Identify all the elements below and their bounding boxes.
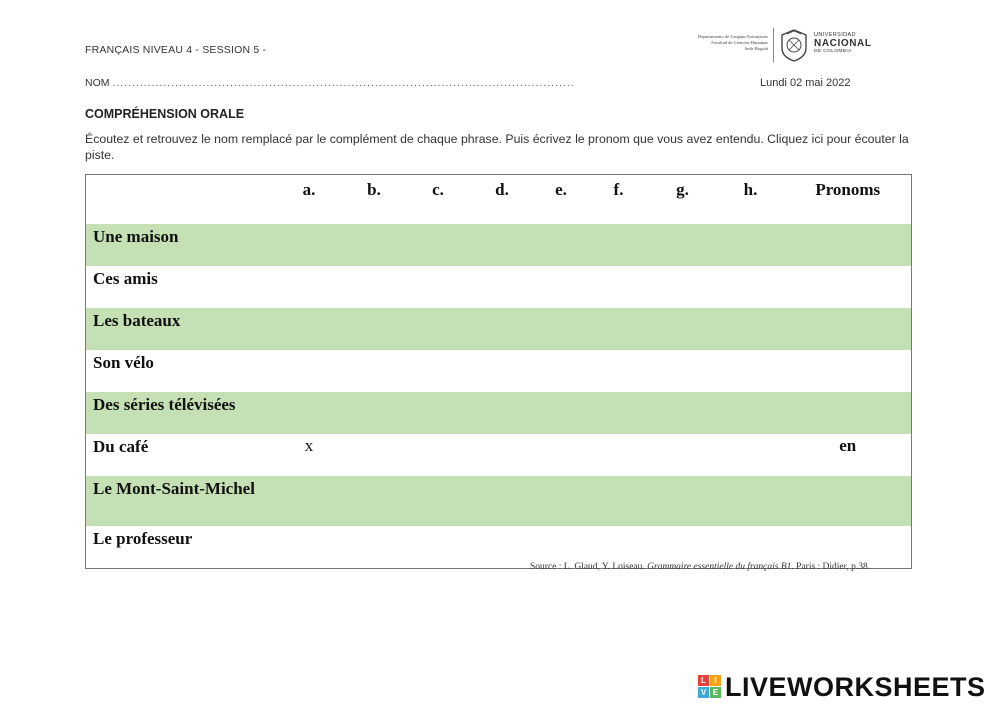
answer-cell[interactable] (276, 476, 343, 526)
answer-cell[interactable] (471, 224, 534, 266)
answer-cell[interactable] (534, 308, 589, 350)
column-header-f: f. (613, 180, 624, 199)
answer-cell[interactable] (343, 308, 406, 350)
column-header-h: h. (743, 180, 758, 199)
answer-cell[interactable] (534, 266, 589, 308)
name-field[interactable] (85, 77, 575, 89)
source-publisher: . Paris : Didier, p.38. (791, 562, 871, 572)
answer-cell[interactable] (534, 392, 589, 434)
source-citation (530, 562, 870, 572)
answer-cell[interactable] (589, 434, 649, 476)
department-line-3: Sede Bogotá (744, 46, 768, 51)
answer-cell[interactable] (717, 224, 785, 266)
answer-cell[interactable] (406, 224, 471, 266)
answer-cell[interactable] (589, 350, 649, 392)
pronoun-cell[interactable] (785, 308, 912, 350)
source-title: Grammaire essentielle du français B1 (647, 562, 792, 572)
university-name-line-2: NACIONAL (814, 38, 872, 49)
instructions[interactable]: Écoutez et retrouvez le nom remplacé par le complément de chaque phrase. Puis écrivez le pronom que vous avez entendu. Cliquez ici pour écouter la piste. (85, 132, 909, 162)
answer-cell[interactable] (589, 224, 649, 266)
logo-block-e: E (710, 687, 721, 698)
answer-cell[interactable] (649, 392, 717, 434)
answer-cell[interactable] (534, 476, 589, 526)
table-row (86, 266, 912, 308)
row-label: Les bateaux (86, 308, 276, 350)
university-logo (640, 26, 872, 66)
row-label: Son vélo (93, 353, 154, 372)
answer-cell[interactable] (649, 266, 717, 308)
answer-cell[interactable] (717, 266, 785, 308)
answer-cell[interactable] (589, 266, 649, 308)
row-label: Une maison (86, 224, 276, 266)
answer-cell[interactable] (276, 308, 343, 350)
pronoun-cell[interactable] (785, 224, 912, 266)
pronoun-cell[interactable]: en (839, 436, 857, 455)
answer-cell[interactable] (471, 350, 534, 392)
logo-block-v: V (698, 687, 709, 698)
table-row (86, 350, 912, 392)
answer-cell[interactable] (471, 526, 534, 569)
department-line-2: Facultad de Ciencias Humanas (711, 40, 768, 45)
liveworksheets-blocks-icon (698, 675, 722, 699)
answer-cell[interactable] (649, 350, 717, 392)
pronoun-cell[interactable] (785, 476, 912, 526)
column-header-g: g. (676, 180, 689, 199)
column-header-e: e. (555, 180, 567, 199)
answer-cell[interactable] (343, 392, 406, 434)
answer-cell[interactable]: x (304, 436, 314, 455)
pronoun-cell[interactable] (785, 392, 912, 434)
exercise-table (85, 174, 912, 569)
header-row (86, 175, 912, 225)
answer-cell[interactable] (276, 224, 343, 266)
answer-cell[interactable] (717, 350, 785, 392)
answer-cell[interactable] (276, 350, 343, 392)
answer-cell[interactable] (717, 476, 785, 526)
column-header-b: b. (367, 180, 381, 199)
name-dots: ...................................................................................................................... (112, 77, 575, 89)
row-label: Le professeur (93, 529, 193, 548)
answer-cell[interactable] (276, 526, 343, 569)
answer-cell[interactable] (406, 526, 471, 569)
answer-cell[interactable] (589, 308, 649, 350)
answer-cell[interactable] (406, 476, 471, 526)
liveworksheets-wordmark: LIVEWORKSHEETS (725, 672, 986, 702)
answer-cell[interactable] (406, 350, 471, 392)
name-label: NOM (85, 77, 110, 89)
column-header (86, 175, 276, 225)
answer-cell[interactable] (406, 434, 471, 476)
date: Lundi 02 mai 2022 (760, 77, 851, 89)
answer-cell[interactable] (471, 476, 534, 526)
department-lines (640, 34, 768, 52)
table-row (86, 308, 912, 350)
answer-cell[interactable] (406, 308, 471, 350)
column-header-a: a. (302, 180, 316, 199)
answer-cell[interactable] (471, 392, 534, 434)
pronoun-cell[interactable] (785, 266, 912, 308)
table-row (86, 392, 912, 434)
university-name-line-1: UNIVERSIDAD (814, 32, 856, 38)
answer-cell[interactable] (717, 392, 785, 434)
answer-cell[interactable] (534, 224, 589, 266)
answer-cell[interactable] (343, 434, 406, 476)
table-row (86, 224, 912, 266)
row-label: Le Mont-Saint-Michel (86, 476, 276, 526)
university-name-line-3: DE COLOMBIA (814, 49, 852, 54)
row-label: Ces amis (93, 269, 158, 288)
answer-cell[interactable] (649, 224, 717, 266)
answer-cell[interactable] (589, 476, 649, 526)
table-row (86, 434, 912, 476)
answer-cell[interactable] (717, 308, 785, 350)
answer-cell[interactable] (406, 266, 471, 308)
source-authors: Source : L. Glaud, Y. Loiseau. (530, 562, 648, 572)
university-seal-icon (779, 28, 809, 62)
column-header-pronoms: Pronoms (815, 180, 881, 199)
course-title: FRANÇAIS NIVEAU 4 - SESSION 5 - (85, 44, 267, 56)
department-line-1: Departamento de Lenguas Extranjeras (697, 34, 768, 39)
logo-block-l: L (698, 675, 709, 686)
answer-cell[interactable] (471, 434, 534, 476)
answer-cell[interactable] (343, 350, 406, 392)
logo-block-i: I (710, 675, 721, 686)
answer-cell[interactable] (343, 526, 406, 569)
answer-cell[interactable] (343, 224, 406, 266)
answer-cell[interactable] (717, 434, 785, 476)
answer-cell[interactable] (343, 266, 406, 308)
answer-cell[interactable] (649, 476, 717, 526)
pronoun-cell[interactable] (785, 350, 912, 392)
answer-cell[interactable] (406, 392, 471, 434)
answer-cell[interactable] (534, 434, 589, 476)
row-label: Des séries télévisées (86, 392, 276, 434)
university-name (814, 32, 872, 54)
column-header-d: d. (495, 180, 509, 199)
section-title: COMPRÉHENSION ORALE (85, 107, 245, 121)
table-row (86, 476, 912, 526)
row-label: Du café (93, 437, 149, 456)
answer-cell[interactable] (276, 392, 343, 434)
answer-cell[interactable] (276, 266, 343, 308)
logo-divider (773, 28, 774, 62)
answer-cell[interactable] (649, 434, 717, 476)
column-header-c: c. (432, 180, 444, 199)
answer-cell[interactable] (343, 476, 406, 526)
answer-cell[interactable] (534, 350, 589, 392)
answer-cell[interactable] (471, 308, 534, 350)
answer-cell[interactable] (649, 308, 717, 350)
answer-cell[interactable] (589, 392, 649, 434)
answer-cell[interactable] (471, 266, 534, 308)
